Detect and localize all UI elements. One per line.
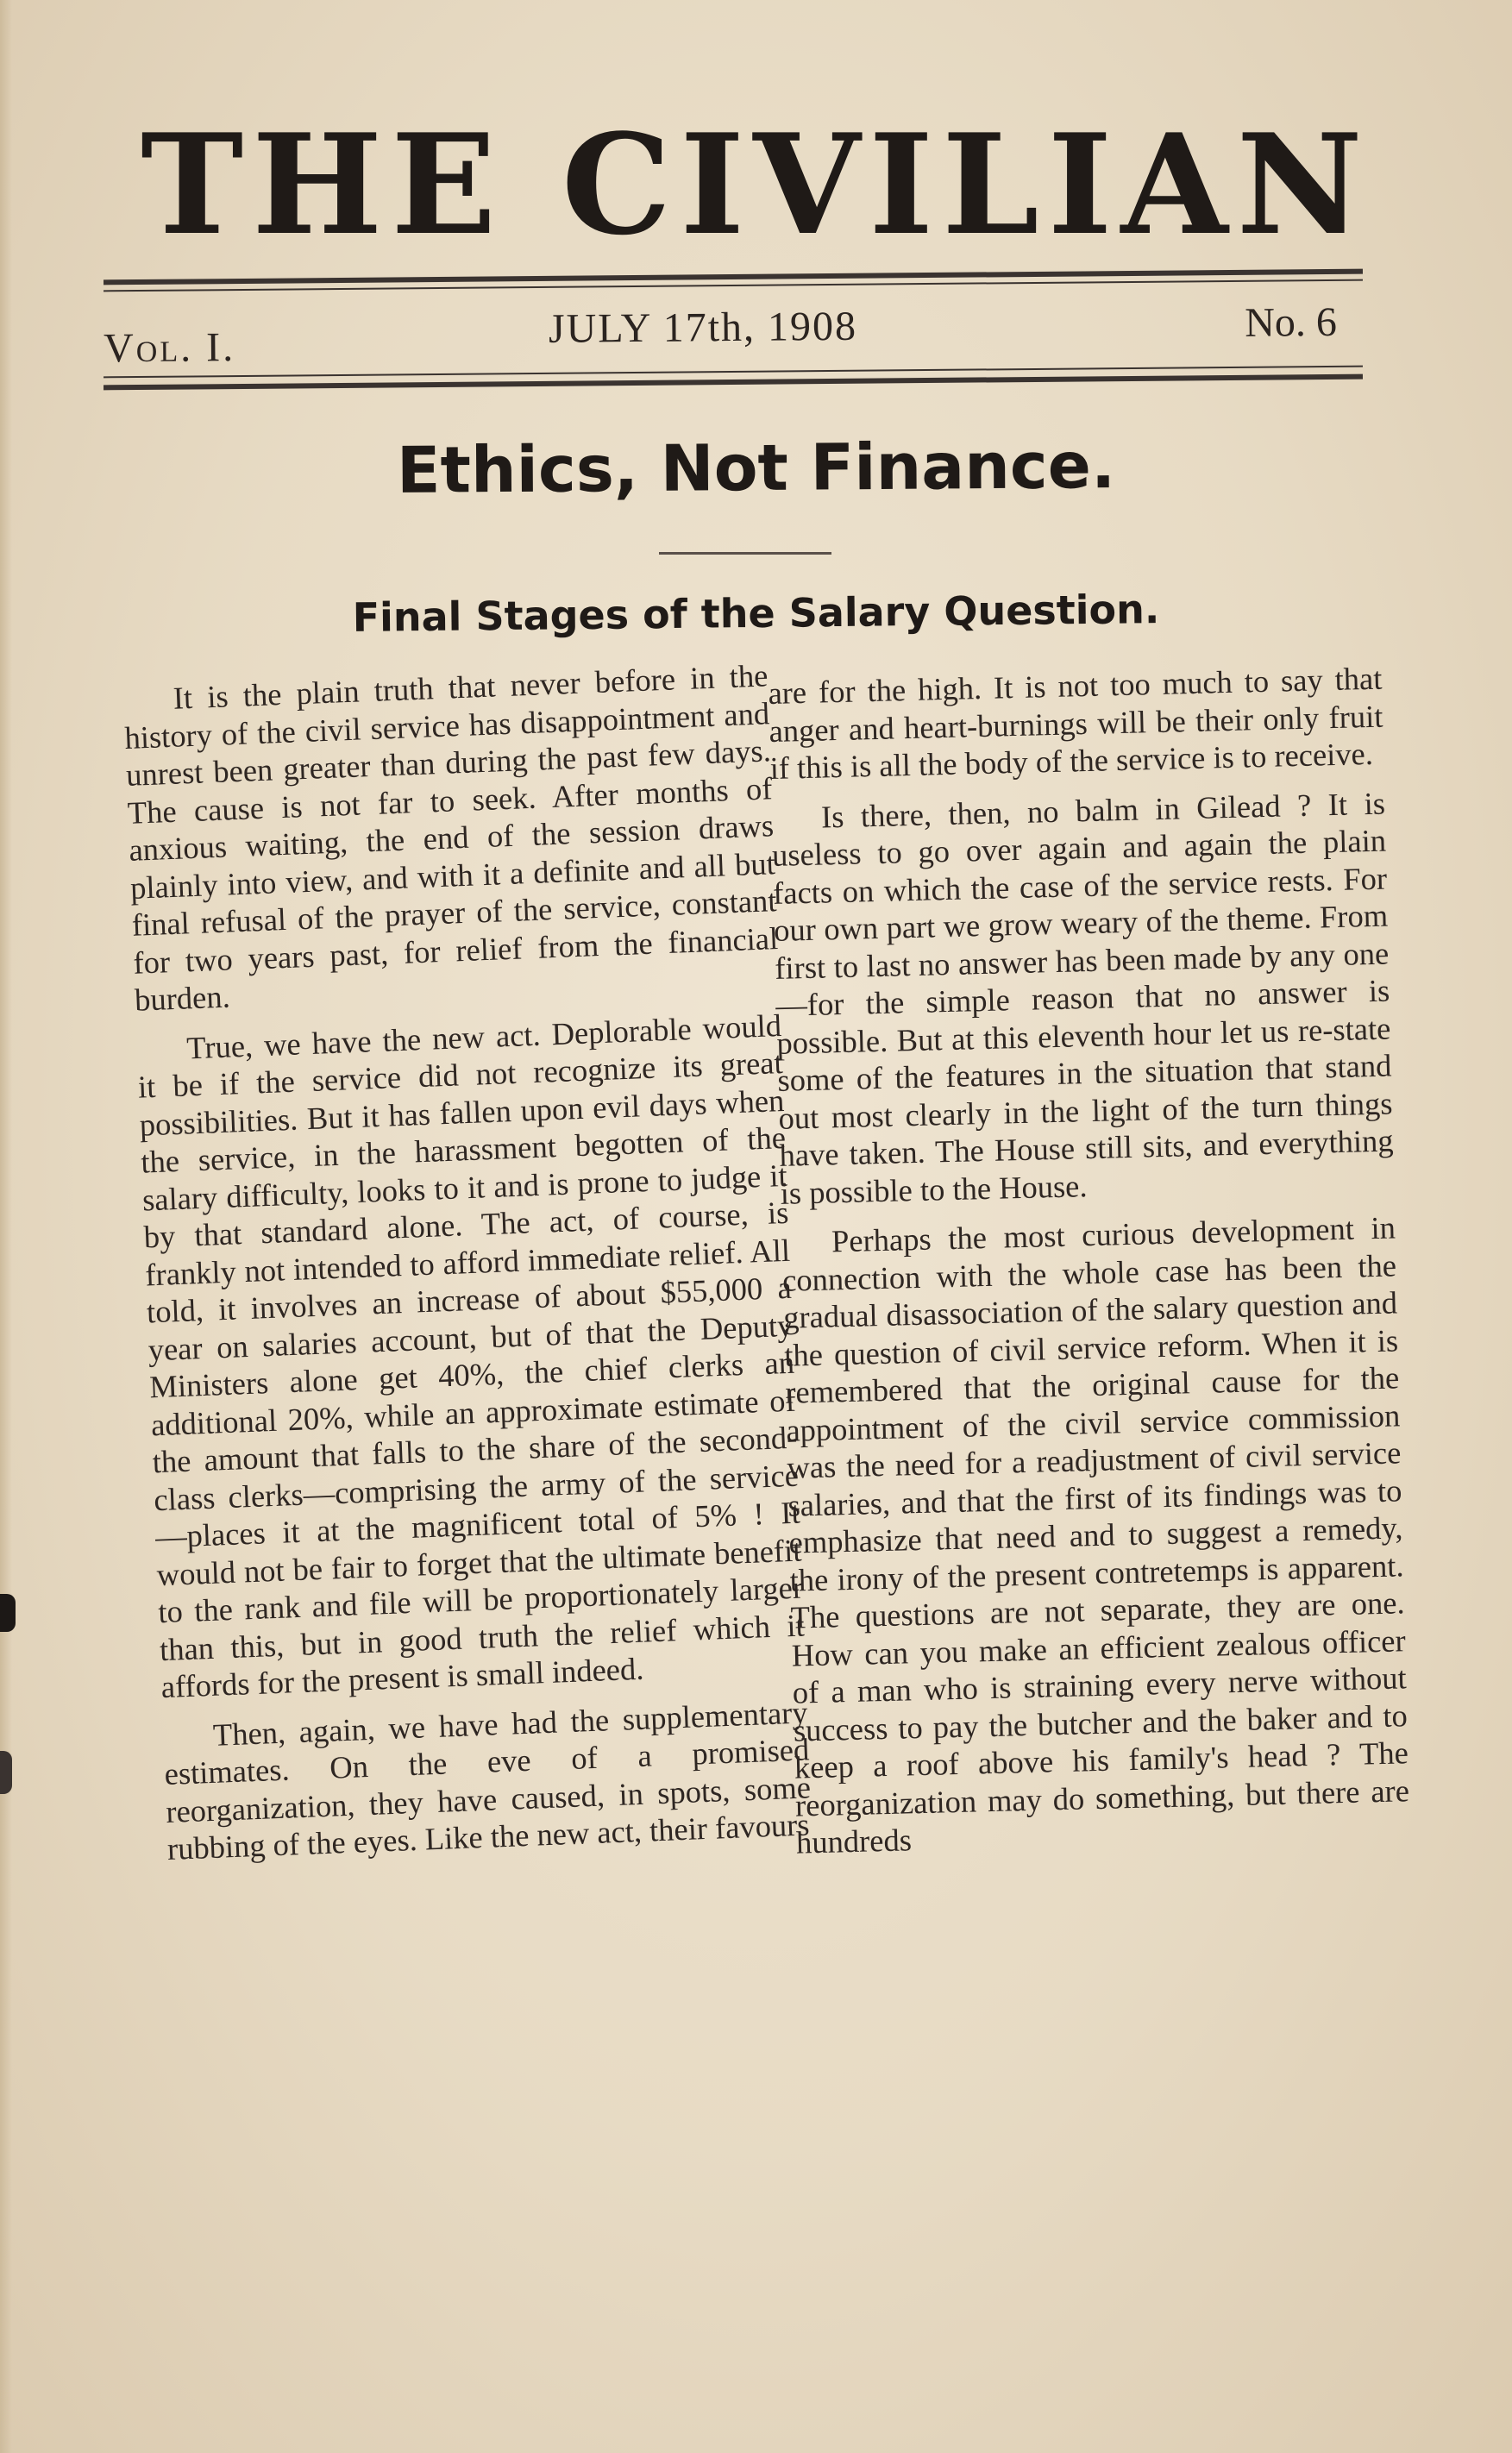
paragraph: Is there, then, no balm in Gilead ? It is useless to go over again and again the plain facts on which the case of the service rests. For our own part we grow weary of the theme. From first to last no answer has been made by any one—for the simple reason that no answer is possible. But at this eleventh hour let us re-state some of the features in the situation that stand out most clearly in the light of the turn things have taken. The House still sits, and everything is possible to the House. — [771, 785, 1394, 1211]
binding-mark — [0, 1594, 16, 1632]
issue-date: JULY 17th, 1908 — [548, 303, 858, 352]
article-headline: Ethics, Not Finance. — [396, 429, 1116, 508]
volume-number: Vol. I. — [103, 324, 236, 372]
article-column-left — [122, 656, 813, 1879]
masthead-rule — [104, 269, 1363, 285]
masthead-title: THE CIVILIAN — [141, 104, 1371, 266]
headline-divider — [659, 552, 831, 555]
binding-mark — [0, 1751, 12, 1794]
article-column-right — [768, 660, 1411, 1873]
issue-number: No. 6 — [1245, 298, 1338, 346]
paragraph: It is the plain truth that never before in the history of the civil service has disappointment and unrest been greater than during the past few days. The cause is not far to seek. After months of anxious waiting, the end of the session draws plainly into view, and with it a definite and all but final refusal of the prayer of the service, constant for two years past, for relief from the financial burden. — [123, 657, 779, 1018]
paragraph: True, we have the new act. Deplorable would it be if the service did not recognize its great possibilities. But it has fallen upon evil days when the service, in the harassment begotten of the salary difficulty, looks to it and is prone to judge it by that standard alone. The act, of course, is frankly not intended to afford immediate relief. All told, it involves an increase of about $55,000 a year on salaries account, but of that the Deputy Ministers alone get 40%, the chief clerks an additional 20%, while an approximate estimate of the amount that falls to the share of the second-class clerks—comprising the army of the service—places it at the magnificent total of 5% ! It would not be fair to forget that the ultimate benefit to the rank and file will be proportionately larger than this, but in good truth the relief which it affords for the present is small indeed. — [137, 1007, 806, 1705]
page-edge-shadow — [0, 0, 12, 2453]
issue-line — [104, 298, 1364, 370]
article-subheadline: Final Stages of the Salary Question. — [352, 586, 1160, 641]
paragraph: are for the high. It is not too much to say that anger and heart-burnings will be their only fruit if this is all the body of the service is to receive. — [768, 660, 1383, 786]
paragraph: Then, again, we have had the supplementary estimates. On the eve of a promised reorganization, they have caused, in spots, some rubbing of the eyes. Like the new act, their favours — [163, 1693, 812, 1866]
paragraph: Perhaps the most curious development in connection with the whole case has been the gradual disassociation of the salary question and the question of civil service reform. When it is remembered that the original cause for the appointment of the civil service commission was the need for a readjustment of civil service salaries, and that the first of its findings was to emphasize that need and to suggest a remedy, the irony of the present contretemps is apparent. The questions are not separate, they are one. How can you make an efficient zealous officer of a man who is straining every nerve without success to pay the butcher and the baker and to keep a roof above his family's head ? The reorganization may do something, but there are hundreds — [781, 1209, 1410, 1860]
